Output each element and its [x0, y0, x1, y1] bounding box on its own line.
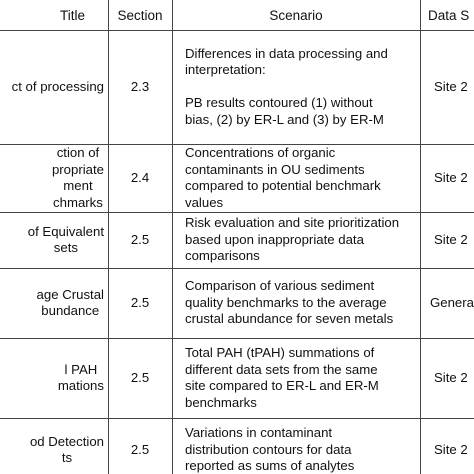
row-divider [0, 212, 474, 213]
row-6-section: 2.5 [130, 441, 150, 457]
row-divider [0, 268, 474, 269]
row-2-scenario: Concentrations of organic contaminants in OU sediments compared to potential benchmark values [185, 145, 381, 210]
row-divider [0, 30, 474, 31]
column-divider [108, 0, 109, 474]
row-4-title: age Crustal bundance [36, 286, 104, 318]
row-1-title: ct of processing [11, 78, 104, 94]
header-scenario: Scenario [269, 7, 323, 23]
row-6-scenario: Variations in contaminant distribution contours for data reported as sums of analytes [185, 425, 355, 474]
row-1-data-source: Site 2 [434, 78, 468, 94]
row-6-title: od Detection ts [29, 433, 104, 465]
row-divider [0, 338, 474, 339]
row-2-title: ction of propriate ment chmarks [51, 145, 104, 210]
row-4-data-source: Genera [430, 294, 474, 310]
row-4-scenario: Comparison of various sediment quality benchmarks to the average crustal abundance for seven metals [185, 278, 394, 327]
header-data-source: Data S [428, 7, 470, 23]
row-3-data-source: Site 2 [434, 231, 468, 247]
row-5-data-source: Site 2 [434, 369, 468, 385]
row-5-title: l PAH mations [57, 361, 104, 393]
row-1-section: 2.3 [130, 78, 150, 94]
row-5-scenario: Total PAH (tPAH) summations of different data sets from the same site compared to ER-L and ER-M benchmarks [185, 345, 379, 410]
row-3-scenario: Risk evaluation and site prioritization based upon inappropriate data comparisons [185, 215, 400, 264]
column-divider [420, 0, 421, 474]
header-title: Title [59, 7, 85, 23]
header-section: Section [117, 7, 163, 23]
row-1-scenario: Differences in data processing and interpretation: PB results contoured (1) without bias, (2) by ER-L and (3) by ER-M [185, 45, 388, 127]
row-2-data-source: Site 2 [434, 169, 468, 185]
column-divider [172, 0, 173, 474]
row-divider [0, 144, 474, 145]
row-2-section: 2.4 [130, 169, 150, 185]
row-3-title: of Equivalent sets [27, 223, 104, 255]
row-3-section: 2.5 [130, 231, 150, 247]
row-4-section: 2.5 [130, 294, 150, 310]
row-6-data-source: Site 2 [434, 441, 468, 457]
row-5-section: 2.5 [130, 369, 150, 385]
row-divider [0, 418, 474, 419]
